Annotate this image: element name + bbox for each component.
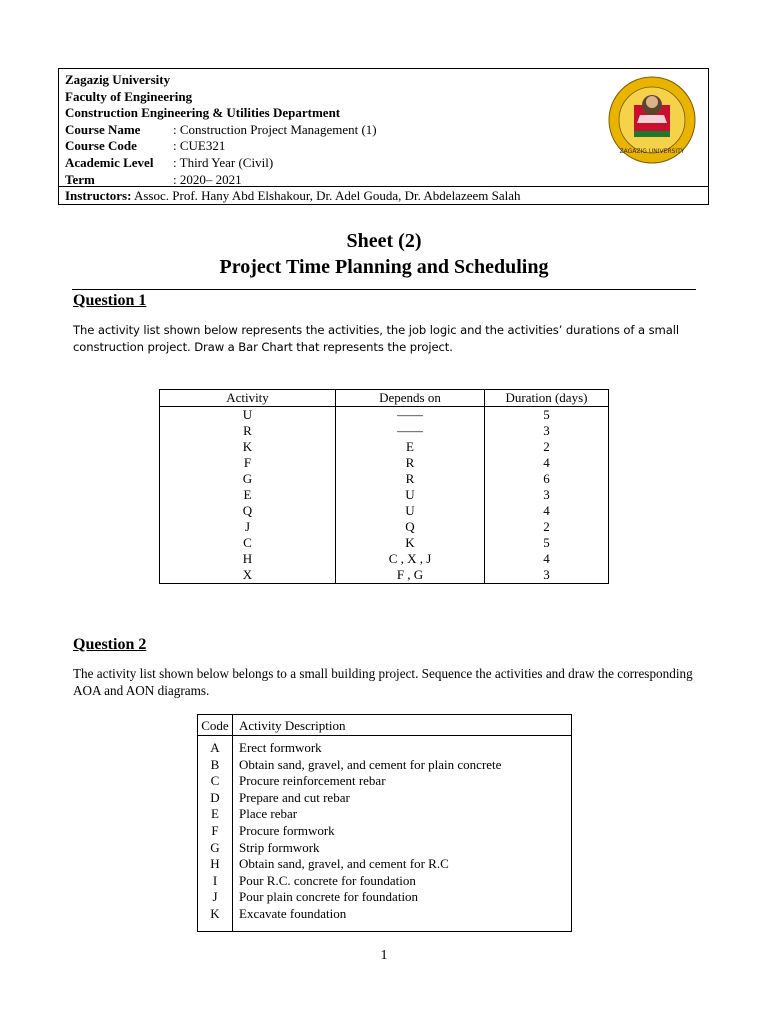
activity-table [159, 389, 609, 584]
question-1-text: The activity list shown below represents the activities, the job logic and the activities’ durations of a small construction project. Draw a Bar Chart that represents the project. [73, 323, 679, 354]
column-header: Depends on [336, 390, 485, 407]
academic-level-row: Academic Level : Third Year (Civil) [65, 154, 274, 170]
table-row: C Procure reinforcement rebar [198, 773, 572, 790]
column-header: Activity Description [233, 715, 572, 736]
instructors-row: Instructors: Assoc. Prof. Hany Abd Elshakour, Dr. Adel Gouda, Dr. Abdelazeem Salah [59, 186, 708, 206]
university-logo [607, 75, 697, 165]
faculty-name: Faculty of Engineering [65, 88, 193, 104]
title-divider [72, 289, 696, 290]
table-bottom-padding [198, 923, 572, 932]
table-row: Q U 4 [160, 503, 609, 519]
table-row: K E 2 [160, 439, 609, 455]
table-header-row [160, 390, 609, 407]
table-row: G R 6 [160, 471, 609, 487]
course-info [65, 72, 377, 188]
table-row: F Procure formwork [198, 823, 572, 840]
question-2-heading: Question 2 [73, 636, 147, 653]
table-row: A Erect formwork [198, 736, 572, 757]
table-row: G Strip formwork [198, 840, 572, 857]
course-name-row: Course Name : Construction Project Management (1) [65, 121, 377, 137]
column-header: Duration (days) [485, 390, 609, 407]
term-row: Term : 2020– 2021 [65, 171, 242, 187]
table-row: F R 4 [160, 455, 609, 471]
department-name: Construction Engineering & Utilities Department [65, 105, 341, 121]
university-name: Zagazig University [65, 72, 171, 87]
table-row: E Place rebar [198, 806, 572, 823]
page-number: 1 [380, 948, 388, 963]
table-row: D Prepare and cut rebar [198, 790, 572, 807]
table-row: U —— 5 [160, 407, 609, 424]
svg-text:ZAGAZIG UNIVERSITY: ZAGAZIG UNIVERSITY [619, 148, 685, 155]
column-header: Activity [160, 390, 336, 407]
course-header [58, 68, 709, 205]
table-row: C K 5 [160, 535, 609, 551]
sheet-subtitle: Project Time Planning and Scheduling [219, 256, 549, 278]
table-row: K Excavate foundation [198, 906, 572, 923]
sheet-title: Sheet (2) [346, 230, 422, 252]
question-1-heading: Question 1 [73, 292, 147, 309]
table-row: X F , G 3 [160, 567, 609, 584]
table-row: H Obtain sand, gravel, and cement for R.C [198, 856, 572, 873]
table-row: J Q 2 [160, 519, 609, 535]
table-row: R —— 3 [160, 423, 609, 439]
question-2-text: The activity list shown below belongs to a small building project. Sequence the activities and draw the corresponding AOA and AON diagrams. [73, 666, 693, 698]
table-row: B Obtain sand, gravel, and cement for plain concrete [198, 757, 572, 774]
course-code-row: Course Code : CUE321 [65, 138, 226, 154]
table-row: H C , X , J 4 [160, 551, 609, 567]
table-header-row [198, 715, 572, 736]
table-row: E U 3 [160, 487, 609, 503]
table-row: J Pour plain concrete for foundation [198, 889, 572, 906]
table-row: I Pour R.C. concrete for foundation [198, 873, 572, 890]
activity-code-table [197, 714, 572, 932]
column-header: Code [198, 715, 233, 736]
